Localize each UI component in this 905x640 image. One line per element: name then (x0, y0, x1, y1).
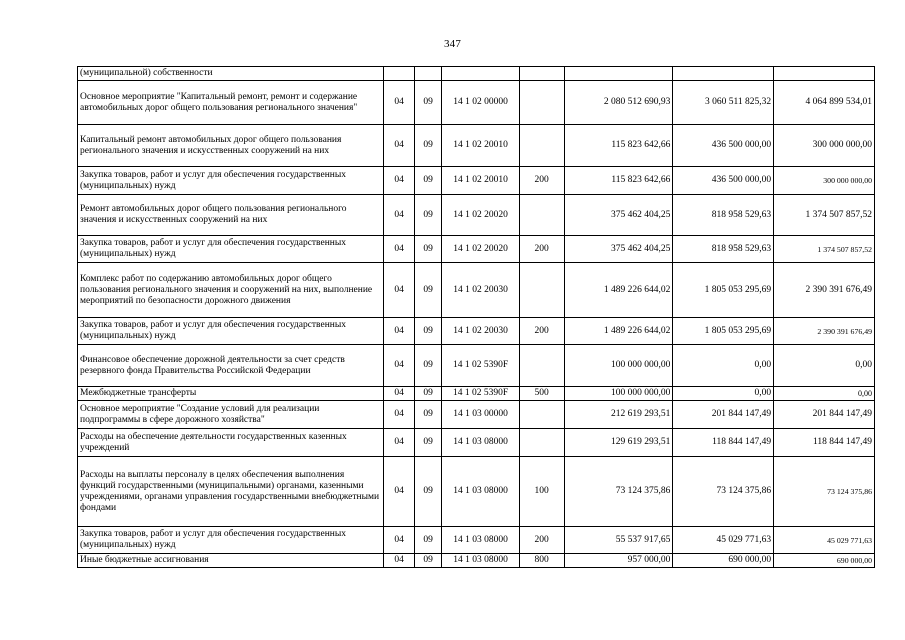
target-article-cell: 14 1 02 20010 (442, 125, 519, 167)
subsection-code-cell: 09 (414, 167, 441, 195)
table-row (78, 345, 875, 387)
subsection-code-cell: 09 (414, 401, 441, 429)
expense-name-cell: Расходы на обеспечение деятельности государственных казенных учреждений (78, 429, 384, 457)
amount-year-3-cell: 2 390 391 676,49 (774, 318, 875, 345)
amount-year-1-cell: 100 000 000,00 (564, 345, 673, 387)
target-article-cell: 14 1 03 08000 (442, 554, 519, 568)
amount-year-2-cell: 118 844 147,49 (673, 429, 774, 457)
table-row (78, 527, 875, 554)
subsection-code-cell: 09 (414, 125, 441, 167)
expense-type-cell: 100 (519, 457, 564, 527)
amount-year-2-cell: 818 958 529,63 (673, 236, 774, 263)
amount-year-2-cell: 0,00 (673, 345, 774, 387)
expense-name-cell: Основное мероприятие "Создание условий для реализации подпрограммы в сфере дорожного хозяйства" (78, 401, 384, 429)
amount-year-2-cell: 1 805 053 295,69 (673, 263, 774, 318)
subsection-code-cell: 09 (414, 345, 441, 387)
amount-year-2-cell: 73 124 375,86 (673, 457, 774, 527)
target-article-cell: 14 1 03 08000 (442, 457, 519, 527)
table-row (78, 429, 875, 457)
expense-type-cell: 200 (519, 318, 564, 345)
expense-type-cell: 200 (519, 527, 564, 554)
expense-type-cell (519, 429, 564, 457)
amount-year-3-cell: 300 000 000,00 (774, 167, 875, 195)
section-code-cell: 04 (384, 81, 415, 125)
amount-year-1-cell: 115 823 642,66 (564, 167, 673, 195)
section-code-cell: 04 (384, 236, 415, 263)
expense-type-cell: 200 (519, 167, 564, 195)
expense-name-cell: Капитальный ремонт автомобильных дорог общего пользования регионального значения и искусственных сооружений на них (78, 125, 384, 167)
amount-year-3-cell: 300 000 000,00 (774, 125, 875, 167)
expense-name-cell: Иные бюджетные ассигнования (78, 554, 384, 568)
amount-year-3-cell: 201 844 147,49 (774, 401, 875, 429)
subsection-code-cell: 09 (414, 527, 441, 554)
expense-name-cell: Основное мероприятие "Капитальный ремонт, ремонт и содержание автомобильных дорог общего пользования регионального значения" (78, 81, 384, 125)
amount-year-3-cell: 45 029 771,63 (774, 527, 875, 554)
target-article-cell: 14 1 02 20010 (442, 167, 519, 195)
subsection-code-cell (414, 67, 441, 81)
expense-type-cell (519, 345, 564, 387)
section-code-cell: 04 (384, 195, 415, 236)
amount-year-1-cell: 212 619 293,51 (564, 401, 673, 429)
expense-type-cell: 200 (519, 236, 564, 263)
amount-year-1-cell: 375 462 404,25 (564, 236, 673, 263)
target-article-cell: 14 1 02 5390F (442, 345, 519, 387)
subsection-code-cell: 09 (414, 195, 441, 236)
target-article-cell: 14 1 03 00000 (442, 401, 519, 429)
target-article-cell: 14 1 02 20020 (442, 195, 519, 236)
table-row (78, 457, 875, 527)
budget-table-body (78, 67, 875, 568)
section-code-cell: 04 (384, 345, 415, 387)
expense-type-cell (519, 67, 564, 81)
section-code-cell: 04 (384, 387, 415, 401)
expense-name-cell: (муниципальной) собственности (78, 67, 384, 81)
amount-year-2-cell: 201 844 147,49 (673, 401, 774, 429)
target-article-cell: 14 1 02 20030 (442, 318, 519, 345)
amount-year-1-cell (564, 67, 673, 81)
amount-year-1-cell: 73 124 375,86 (564, 457, 673, 527)
amount-year-1-cell: 1 489 226 644,02 (564, 318, 673, 345)
amount-year-1-cell: 957 000,00 (564, 554, 673, 568)
expense-name-cell: Закупка товаров, работ и услуг для обеспечения государственных (муниципальных) нужд (78, 167, 384, 195)
expense-type-cell (519, 125, 564, 167)
amount-year-3-cell: 1 374 507 857,52 (774, 195, 875, 236)
amount-year-3-cell: 73 124 375,86 (774, 457, 875, 527)
table-row (78, 263, 875, 318)
expense-type-cell: 800 (519, 554, 564, 568)
subsection-code-cell: 09 (414, 429, 441, 457)
section-code-cell: 04 (384, 401, 415, 429)
amount-year-1-cell: 100 000 000,00 (564, 387, 673, 401)
table-row (78, 125, 875, 167)
expense-type-cell (519, 81, 564, 125)
table-row (78, 401, 875, 429)
amount-year-1-cell: 1 489 226 644,02 (564, 263, 673, 318)
amount-year-3-cell: 0,00 (774, 387, 875, 401)
table-row (78, 167, 875, 195)
amount-year-3-cell: 690 000,00 (774, 554, 875, 568)
amount-year-2-cell: 3 060 511 825,32 (673, 81, 774, 125)
table-row (78, 67, 875, 81)
amount-year-2-cell: 818 958 529,63 (673, 195, 774, 236)
target-article-cell: 14 1 02 20020 (442, 236, 519, 263)
subsection-code-cell: 09 (414, 263, 441, 318)
subsection-code-cell: 09 (414, 236, 441, 263)
subsection-code-cell: 09 (414, 318, 441, 345)
amount-year-1-cell: 115 823 642,66 (564, 125, 673, 167)
amount-year-1-cell: 2 080 512 690,93 (564, 81, 673, 125)
section-code-cell: 04 (384, 527, 415, 554)
amount-year-2-cell (673, 67, 774, 81)
amount-year-2-cell: 436 500 000,00 (673, 125, 774, 167)
table-row (78, 236, 875, 263)
amount-year-2-cell: 436 500 000,00 (673, 167, 774, 195)
target-article-cell: 14 1 02 5390F (442, 387, 519, 401)
amount-year-2-cell: 1 805 053 295,69 (673, 318, 774, 345)
table-row (78, 387, 875, 401)
expense-name-cell: Ремонт автомобильных дорог общего пользования регионального значения и искусственных сооружений на них (78, 195, 384, 236)
amount-year-3-cell: 118 844 147,49 (774, 429, 875, 457)
expense-name-cell: Комплекс работ по содержанию автомобильных дорог общего пользования регионального значения и сооружений на них, выполнение мероприятий по безопасности дорожного движения (78, 263, 384, 318)
amount-year-3-cell (774, 67, 875, 81)
target-article-cell: 14 1 03 08000 (442, 429, 519, 457)
subsection-code-cell: 09 (414, 554, 441, 568)
section-code-cell: 04 (384, 263, 415, 318)
amount-year-2-cell: 690 000,00 (673, 554, 774, 568)
expense-type-cell (519, 263, 564, 318)
table-row (78, 318, 875, 345)
subsection-code-cell: 09 (414, 81, 441, 125)
amount-year-3-cell: 2 390 391 676,49 (774, 263, 875, 318)
amount-year-1-cell: 375 462 404,25 (564, 195, 673, 236)
expense-name-cell: Закупка товаров, работ и услуг для обеспечения государственных (муниципальных) нужд (78, 527, 384, 554)
section-code-cell: 04 (384, 167, 415, 195)
amount-year-1-cell: 55 537 917,65 (564, 527, 673, 554)
section-code-cell: 04 (384, 554, 415, 568)
section-code-cell (384, 67, 415, 81)
target-article-cell: 14 1 02 00000 (442, 81, 519, 125)
expense-type-cell (519, 195, 564, 236)
expense-name-cell: Финансовое обеспечение дорожной деятельности за счет средств резервного фонда Правительства Российской Федерации (78, 345, 384, 387)
target-article-cell: 14 1 03 08000 (442, 527, 519, 554)
amount-year-2-cell: 45 029 771,63 (673, 527, 774, 554)
expense-name-cell: Межбюджетные трансферты (78, 387, 384, 401)
target-article-cell: 14 1 02 20030 (442, 263, 519, 318)
section-code-cell: 04 (384, 318, 415, 345)
subsection-code-cell: 09 (414, 387, 441, 401)
expense-name-cell: Закупка товаров, работ и услуг для обеспечения государственных (муниципальных) нужд (78, 318, 384, 345)
expense-type-cell (519, 401, 564, 429)
expense-name-cell: Расходы на выплаты персоналу в целях обеспечения выполнения функций государственными (муниципальными) органами, казенными учреждениями, органами управления государственными внебюджетными фондами (78, 457, 384, 527)
budget-table (77, 66, 875, 568)
amount-year-3-cell: 4 064 899 534,01 (774, 81, 875, 125)
table-row (78, 81, 875, 125)
page-number: 347 (443, 38, 462, 50)
expense-type-cell: 500 (519, 387, 564, 401)
amount-year-3-cell: 1 374 507 857,52 (774, 236, 875, 263)
amount-year-3-cell: 0,00 (774, 345, 875, 387)
section-code-cell: 04 (384, 457, 415, 527)
target-article-cell (442, 67, 519, 81)
section-code-cell: 04 (384, 125, 415, 167)
table-row (78, 554, 875, 568)
amount-year-1-cell: 129 619 293,51 (564, 429, 673, 457)
amount-year-2-cell: 0,00 (673, 387, 774, 401)
expense-name-cell: Закупка товаров, работ и услуг для обеспечения государственных (муниципальных) нужд (78, 236, 384, 263)
subsection-code-cell: 09 (414, 457, 441, 527)
table-row (78, 195, 875, 236)
section-code-cell: 04 (384, 429, 415, 457)
